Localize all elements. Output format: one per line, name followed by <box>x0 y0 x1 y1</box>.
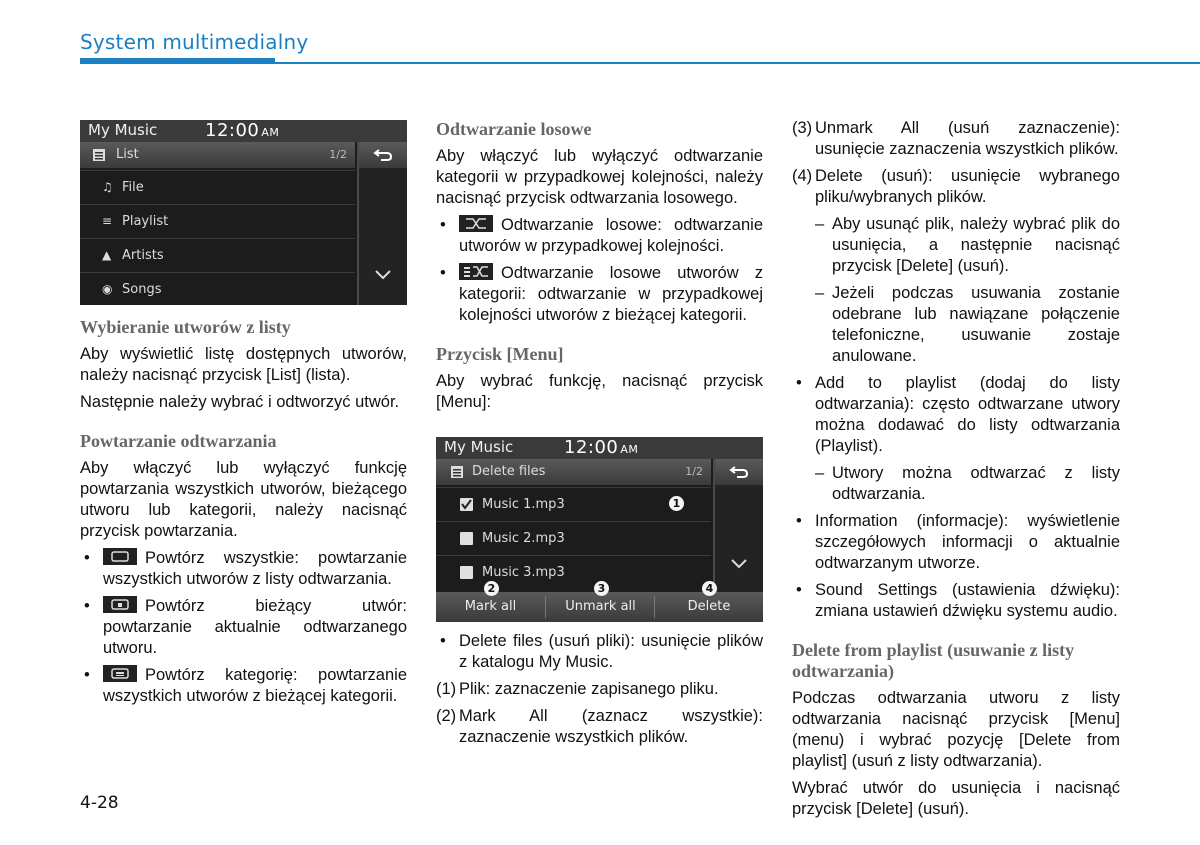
heading-shuffle: Odtwarzanie losowe <box>436 119 592 139</box>
list-item-label: Playlist <box>122 214 169 229</box>
callout-3: 3 <box>594 581 609 596</box>
bullet-text: Delete files (usuń pliki): usunięcie plików z katalogu My Music. <box>459 632 763 671</box>
list-item-songs[interactable] <box>80 272 355 305</box>
list-header-bar[interactable] <box>80 142 355 168</box>
numbered-item-1 <box>436 679 763 700</box>
bullet-repeat-category <box>80 665 407 707</box>
column-left <box>80 317 407 713</box>
my-music-list-screen <box>80 120 407 305</box>
column-right <box>792 118 1120 826</box>
bullet-mark: • <box>84 597 90 615</box>
checkbox-checked[interactable] <box>460 498 473 511</box>
list-header-label: List <box>116 147 139 162</box>
bullet-mark: • <box>796 374 802 392</box>
dash-text: Jeżeli podczas usuwania zostanie odebrane lub nawiązane połączenie telefoniczne, usuwanie zostaje anulowane. <box>832 284 1120 365</box>
bullet-text: Information (informacje): wyświetlenie szczegółowych informacji o aktualnie odtwarzanym utworze. <box>815 512 1120 572</box>
bullet-shuffle <box>436 215 763 257</box>
bullet-mark: • <box>796 512 802 530</box>
file-item-label: Music 3.mp3 <box>482 565 565 580</box>
file-item[interactable] <box>436 521 711 556</box>
bullet-shuffle-category <box>436 263 763 326</box>
mark-all-button[interactable]: Mark all <box>464 599 517 614</box>
list-item-label: Songs <box>122 282 162 297</box>
person-icon: ▲ <box>102 248 112 262</box>
list-item-file[interactable] <box>80 170 355 205</box>
playlist-icon: ≡ <box>102 214 113 228</box>
heading-delete-from-playlist: Delete from playlist (usuwanie z listy odtwarzania) <box>792 640 1075 681</box>
item-number: (2) <box>436 707 457 725</box>
item-text: Mark All (zaznacz wszystkie): zaznaczenie wszystkich plików. <box>459 707 763 746</box>
bullet-text: Powtórz kategorię: powtarzanie wszystkich utworów z bieżącej kategorii. <box>103 666 407 705</box>
bullet-repeat-one <box>80 596 407 659</box>
dash-item <box>792 463 1120 505</box>
header-rule <box>80 62 1200 64</box>
bullet-text: Powtórz wszystkie: powtarzanie wszystkich utworów z listy odtwarzania. <box>103 549 407 588</box>
callout-2: 2 <box>484 581 499 596</box>
dash-text: Utwory można odtwarzać z listy odtwarzania. <box>832 464 1120 503</box>
file-item-label: Music 2.mp3 <box>482 531 565 546</box>
checkbox[interactable] <box>460 566 473 579</box>
list-item-playlist[interactable] <box>80 204 355 239</box>
screen-side-panel <box>357 142 407 305</box>
bullet-mark: • <box>796 581 802 599</box>
file-item[interactable] <box>436 555 711 590</box>
chevron-down-icon[interactable] <box>375 270 391 280</box>
list-icon <box>451 466 463 478</box>
screen-clock: 12:00 AM <box>205 120 280 141</box>
bullet-mark: • <box>84 549 90 567</box>
delete-files-header-bar[interactable] <box>436 459 711 485</box>
music-note-icon: ♫ <box>102 180 113 194</box>
page-number: 4-28 <box>80 793 119 813</box>
delete-files-screen <box>436 437 763 622</box>
list-item-label: File <box>122 180 144 195</box>
bullet-text: Powtórz bieżący utwór: powtarzanie aktualnie odtwarzanego utworu. <box>103 597 407 657</box>
bullet-mark: • <box>440 216 446 234</box>
paragraph: Aby wyświetlić listę dostępnych utworów, należy nacisnąć przycisk [List] (lista). <box>80 345 407 384</box>
screen-status-bar <box>436 437 763 459</box>
paragraph: Aby włączyć lub wyłączyć odtwarzanie kategorii w przypadkowej kolejności, należy nacisnąć przycisk odtwarzania losowego. <box>436 147 763 207</box>
heading-menu-button: Przycisk [Menu] <box>436 344 564 364</box>
screen-status-bar <box>80 120 407 142</box>
item-text: Unmark All (usuń zaznaczenie): usunięcie zaznaczenia wszystkich plików. <box>815 119 1120 158</box>
list-icon <box>93 149 105 161</box>
bullet-repeat-all <box>80 548 407 590</box>
bullet-text: Odtwarzanie losowe: odtwarzanie utworów w przypadkowej kolejności. <box>459 216 763 255</box>
item-number: (4) <box>792 167 813 185</box>
dash-mark: – <box>815 215 825 233</box>
numbered-item-4 <box>792 166 1120 208</box>
item-text: Plik: zaznaczenie zapisanego pliku. <box>459 680 719 698</box>
callout-4: 4 <box>702 581 717 596</box>
shuffle-category-icon <box>459 263 493 280</box>
screen-app-title: My Music <box>444 438 514 456</box>
back-button[interactable] <box>715 459 763 485</box>
chevron-down-icon[interactable] <box>731 559 747 569</box>
list-item-artists[interactable] <box>80 238 355 273</box>
item-number: (3) <box>792 119 813 137</box>
bullet-sound-settings <box>792 580 1120 622</box>
repeat-all-icon <box>103 548 137 565</box>
delete-button[interactable]: Delete <box>687 599 731 614</box>
bullet-mark: • <box>440 264 446 282</box>
bullet-add-to-playlist <box>792 373 1120 457</box>
section-title: System multimedialny <box>80 30 309 54</box>
numbered-item-2 <box>436 706 763 748</box>
page-indicator: 1/2 <box>329 148 347 161</box>
column-middle-bottom <box>436 631 763 754</box>
bullet-mark: • <box>84 666 90 684</box>
shuffle-icon <box>459 215 493 232</box>
paragraph: Aby włączyć lub wyłączyć funkcję powtarzania wszystkich utworów, bieżącego utworu lub kategorii, należy nacisnąć przycisk powtarzania. <box>80 459 407 540</box>
screen-clock: 12:00 AM <box>564 437 639 458</box>
heading-repeat: Powtarzanie odtwarzania <box>80 431 277 451</box>
screen-app-title: My Music <box>88 121 158 139</box>
bullet-mark: • <box>440 632 446 650</box>
dash-text: Aby usunąć plik, należy wybrać plik do usunięcia, a następnie nacisnąć przycisk [Delete] (usuń). <box>832 215 1120 275</box>
repeat-category-icon <box>103 665 137 682</box>
bullet-information <box>792 511 1120 574</box>
back-icon <box>729 465 749 479</box>
dash-mark: – <box>815 464 825 482</box>
heading-select-tracks: Wybieranie utworów z listy <box>80 317 291 337</box>
item-text: Delete (usuń): usunięcie wybranego pliku/wybranych plików. <box>815 167 1120 206</box>
bullet-text: Odtwarzanie losowe utworów z kategorii: odtwarzanie w przypadkowej kolejności utworów z bieżącej kategorii. <box>459 264 763 324</box>
unmark-all-button[interactable]: Unmark all <box>565 599 636 614</box>
paragraph: Wybrać utwór do usunięcia i nacisnąć przycisk [Delete] (usuń). <box>792 779 1120 818</box>
back-button[interactable] <box>359 142 407 168</box>
paragraph: Aby wybrać funkcję, nacisnąć przycisk [Menu]: <box>436 372 763 411</box>
disc-icon: ◉ <box>102 282 113 296</box>
dash-item <box>792 283 1120 367</box>
page-indicator: 1/2 <box>685 465 703 478</box>
paragraph: Podczas odtwarzania utworu z listy odtwarzania nacisnąć przycisk [Menu] (menu) i wybrać pozycję [Delete from playlist] (usuń z listy odtwarzania). <box>792 689 1120 770</box>
dash-item <box>792 214 1120 277</box>
bottom-button-bar <box>436 592 763 622</box>
list-item-label: Artists <box>122 248 164 263</box>
callout-1: 1 <box>669 496 684 511</box>
checkbox[interactable] <box>460 532 473 545</box>
dash-mark: – <box>815 284 825 302</box>
back-icon <box>373 148 393 162</box>
item-number: (1) <box>436 680 457 698</box>
bullet-text: Sound Settings (ustawienia dźwięku): zmiana ustawień dźwięku systemu audio. <box>815 581 1120 620</box>
delete-files-label: Delete files <box>472 464 546 479</box>
repeat-one-icon <box>103 596 137 613</box>
bullet-text: Add to playlist (dodaj do listy odtwarzania): często odtwarzane utwory można dodawać do listy odtwarzania (Playlist). <box>815 374 1120 455</box>
column-middle-top <box>436 119 763 419</box>
screen-side-panel <box>713 459 763 594</box>
paragraph: Następnie należy wybrać i odtworzyć utwór. <box>80 393 400 411</box>
numbered-item-3 <box>792 118 1120 160</box>
file-item-label: Music 1.mp3 <box>482 497 565 512</box>
bullet-delete-files <box>436 631 763 673</box>
